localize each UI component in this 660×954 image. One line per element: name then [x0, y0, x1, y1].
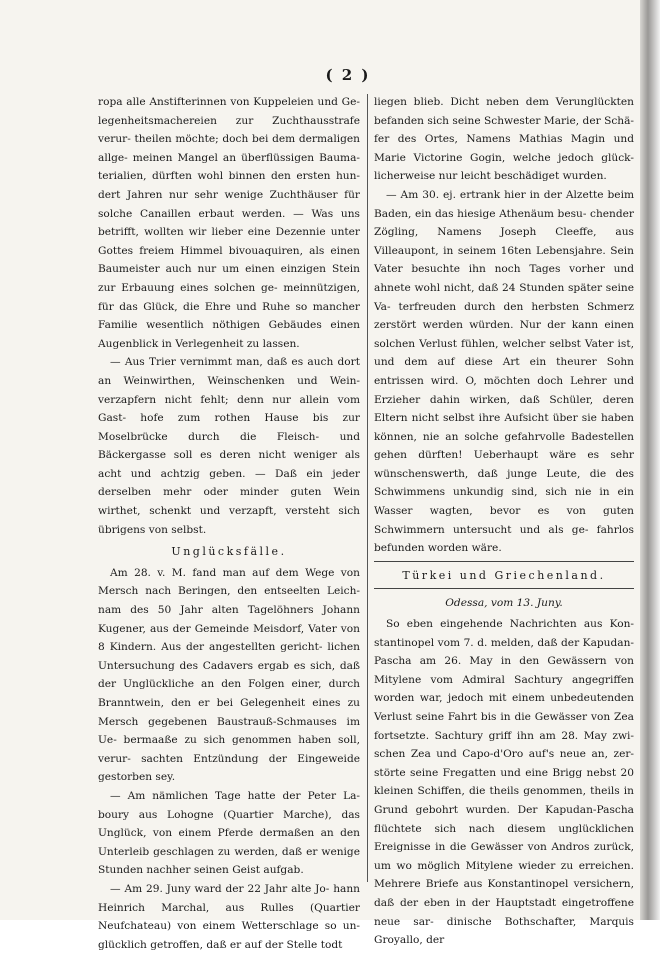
left-column — [98, 93, 360, 951]
right-column — [374, 93, 634, 947]
column-divider — [367, 94, 368, 882]
article-paragraph: — Am nämlichen Tage hatte der Peter La- boury aus Lohogne (Quartier Marche), das Unglück, von einem Pferde dermaßen an den Unterleib geschlagen zu werden, daß er wenige Stunden nachher seinen Geist aufgab. — [98, 789, 360, 877]
page-edge — [640, 0, 660, 920]
article-paragraph: liegen blieb. Dicht neben dem Verunglückten befanden sich seine Schwester Marie, der Schä- fer des Ortes, Namens Mathias Magin und Marie Victorine Gogin, welche jedoch glück- licherweise nur leicht beschädiget wurden. — [374, 96, 634, 183]
section-heading-turkey-greece: Türkei und Griechenland. — [402, 568, 606, 582]
dateline: Odessa, vom 13. Juny. — [445, 597, 563, 610]
article-paragraph: — Am 29. Juny ward der 22 Jahr alte Jo- hann Heinrich Marchal, aus Rulles (Quartier Neufchateau) von einem Wetterschlage so un- glücklich getroffen, daß er auf der Stelle todt — [98, 882, 360, 951]
article-paragraph: So eben eingehende Nachrichten aus Kon- stantinopel vom 7. d. melden, daß der Kapudan- Pascha am 26. May in den Gewässern von Mitylene vom Admiral Sachtury angegriffen worden war, jedoch mit einem unbedeutenden Verlust seine Fahrt bis in die Gewässer von Zea fortsetzte. Sachtury griff ihn am 28. May zwi- schen Zea und Capo-d'Oro auf's neue an, zer- störte seine Fregatten und eine Brigg nebst 20 kleinen Schiffen, die theils genommen, theils in Grund gebohrt wurden. Der Kapudan-Pascha flüchtete sich nach diesem unglücklichen Ereignisse in die Gewässer von Andros zurück, um wo möglich Mitylene wieder zu erreichen. Mehrere Briefe aus Konstantinopel versichern, daß der eben in der Hauptstadt eingetroffene neue sar- dinische Bothschafter, Marquis Groyallo, der — [374, 618, 634, 947]
section-heading-accidents: Unglücksfälle. — [171, 545, 287, 559]
article-paragraph: Am 28. v. M. fand man auf dem Wege von Mersch nach Beringen, den entseelten Leich- nam des 50 Jahr alten Tagelöhners Johann Kugener, aus der Gemeinde Meisdorf, Vater von 8 Kindern. Aus der angestellten gericht- lichen Untersuchung des Cadavers ergab es sich, daß der Unglückliche an den Folgen einer, durch Branntwein, den er bei Gelegenheit eines zu Mersch gegebenen Baustrauß-Schmauses im Ue- bermaaße zu sich genommen haben soll, verur- sachten Entzündung der Eingeweide gestorben sey. — [98, 566, 360, 784]
heading-rule — [374, 561, 634, 562]
article-paragraph: — Aus Trier vernimmt man, daß es auch dort an Weinwirthen, Weinschenken und Wein- verzapfern nicht fehlt; denn nur allein vom Gast- hofe zum rothen Hause bis zur Moselbrücke durch die Fleisch- und Bäckergasse soll es deren nicht weniger als acht und achtzig geben. — Daß ein jeder derselben mehr oder minder guten Wein wirthet, schenkt und verzapft, versteht sich übrigens von selbst. — [98, 356, 360, 536]
page-number: ( 2 ) — [325, 66, 371, 84]
article-paragraph: ropa alle Anstifterinnen von Kuppeleien und Ge- legenheitsmachereien zur Zuchthausstrafe verur- theilen möchte; doch bei dem dermaligen allge- meinen Mangel an überflüssigen Bauma- terialien, dürften wohl binnen den ersten hun- dert Jahren nur sehr wenige Zuchthäuser für solche Canaillen erbaut werden. — Was uns betrifft, wollten wir lieber eine Dezennie unter Gottes freiem Himmel bivouaquiren, als einen Baumeister auch nur um einen einzigen Stein zur Erbauung eines solchen ge- meinnützigen, für das Glück, die Ehre und Ruhe so mancher Familie wesentlich nöthigen Gebäudes einen Augenblick in Verlegenheit zu lassen. — [98, 96, 360, 350]
article-paragraph: — Am 30. ej. ertrank hier in der Alzette beim Baden, ein das hiesige Athenäum besu- chender Zögling, Namens Joseph Cleeffe, aus Villeaupont, in seinem 16ten Lebensjahre. Sein Vater besuchte ihn noch Tages vorher und ahnete wohl nicht, daß 24 Stunden später seine Va- terfreuden durch den herbsten Schmerz zerstört werden würden. Nur der kann einen solchen Verlust fühlen, welcher selbst Vater ist, und dem auf diese Art ein theurer Sohn entrissen wird. O, möchten doch Lehrer und Erzieher dahin wirken, daß Schüler, deren Eltern nicht selbst ihre Aufsicht über sie haben können, nie an solche gefahrvolle Badestellen gehen dürften! Ueberhaupt wäre es sehr wünschenswerth, daß junge Leute, die des Schwimmens unkundig sind, sich nie in ein Wasser wagten, bevor es von guten Schwimmern untersucht und als ge- fahrlos befunden worden wäre. — [374, 188, 634, 555]
heading-rule — [374, 588, 634, 589]
